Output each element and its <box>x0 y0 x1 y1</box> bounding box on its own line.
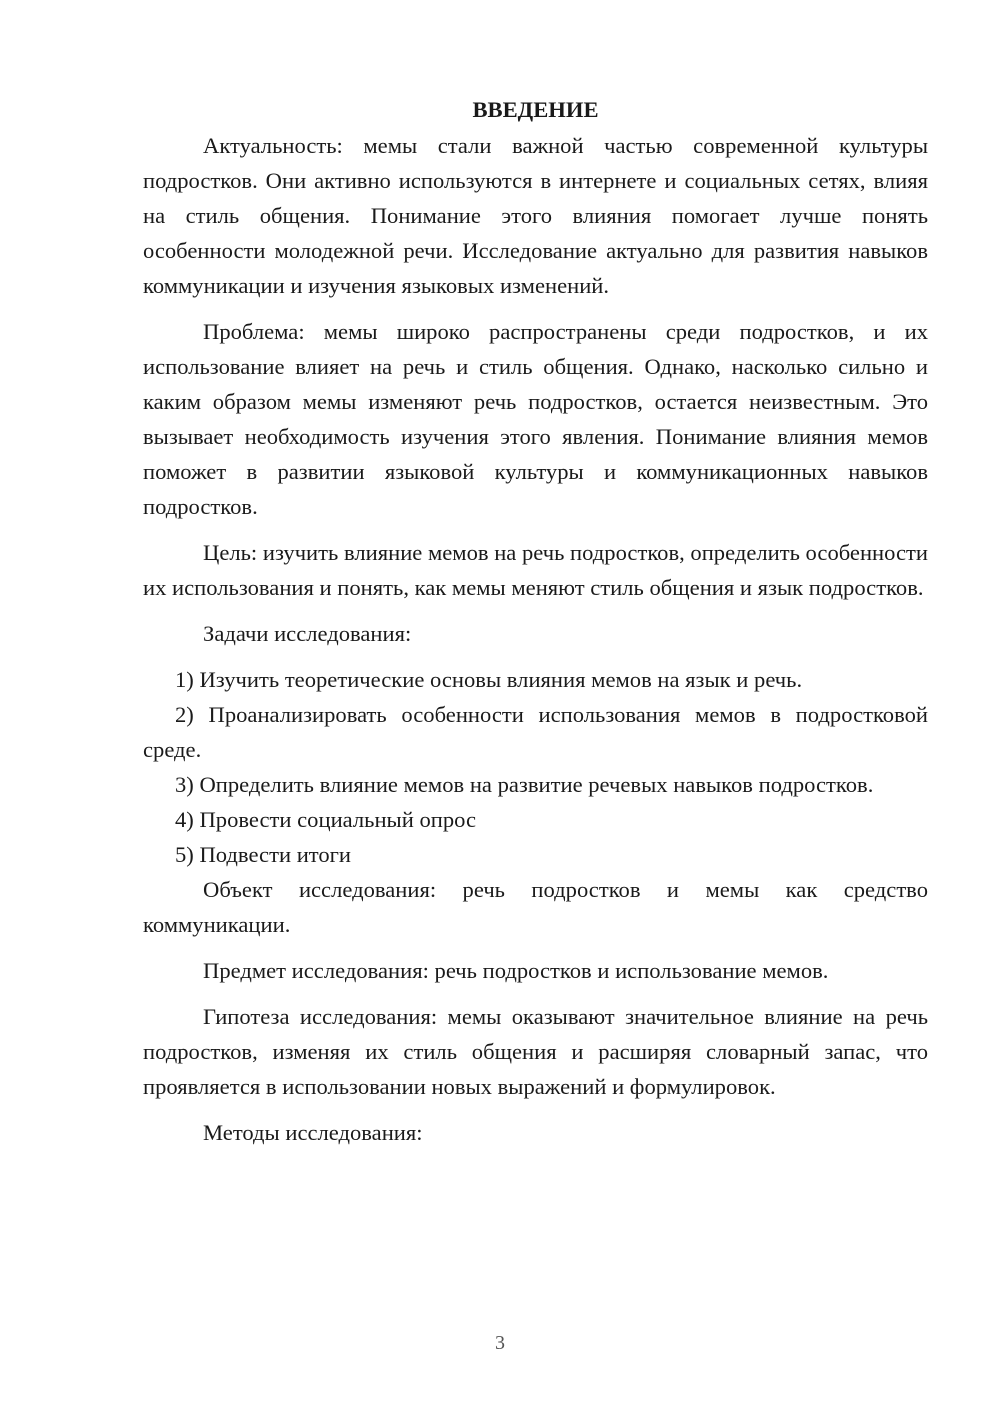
task-item-5: 5) Подвести итоги <box>175 842 352 867</box>
task-item-1: 1) Изучить теоретические основы влияния мемов на язык и речь. <box>175 667 803 692</box>
task-item-4: 4) Провести социальный опрос <box>175 807 477 832</box>
page-title: ВВЕДЕНИЕ <box>472 97 599 122</box>
relevance-paragraph: Актуальность: мемы стали важной частью современной культуры подростков. Они активно используются в интернете и социальных сетях, влияя на стиль общения. Понимание этого влияния помогает лучше понять особенности молодежной речи. Исследование актуально для развития навыков коммуникации и изучения языковых изменений. <box>143 133 928 298</box>
task-item-3: 3) Определить влияние мемов на развитие речевых навыков подростков. <box>175 772 874 797</box>
document-body <box>143 92 928 1150</box>
task-item-2: 2) Проанализировать особенности использования мемов в подростковой среде. <box>143 702 928 762</box>
hypothesis-paragraph: Гипотеза исследования: мемы оказывают значительное влияние на речь подростков, изменяя их стиль общения и расширяя словарный запас, что проявляется в использовании новых выражений и формулировок. <box>143 1004 928 1099</box>
problem-paragraph: Проблема: мемы широко распространены среди подростков, и их использование влияет на речь и стиль общения. Однако, насколько сильно и каким образом мемы изменяют речь подростков, остается неизвестным. Это вызывает необходимость изучения этого явления. Понимание влияния мемов поможет в развитии языковой культуры и коммуникационных навыков подростков. <box>143 319 928 519</box>
goal-paragraph: Цель: изучить влияние мемов на речь подростков, определить особенности их использования и понять, как мемы меняют стиль общения и язык подростков. <box>143 540 928 600</box>
methods-title: Методы исследования: <box>203 1120 423 1145</box>
object-paragraph: Объект исследования: речь подростков и мемы как средство коммуникации. <box>143 877 928 937</box>
page-number: 3 <box>495 1332 505 1354</box>
subject-paragraph: Предмет исследования: речь подростков и использование мемов. <box>203 958 829 983</box>
tasks-title: Задачи исследования: <box>203 621 412 646</box>
